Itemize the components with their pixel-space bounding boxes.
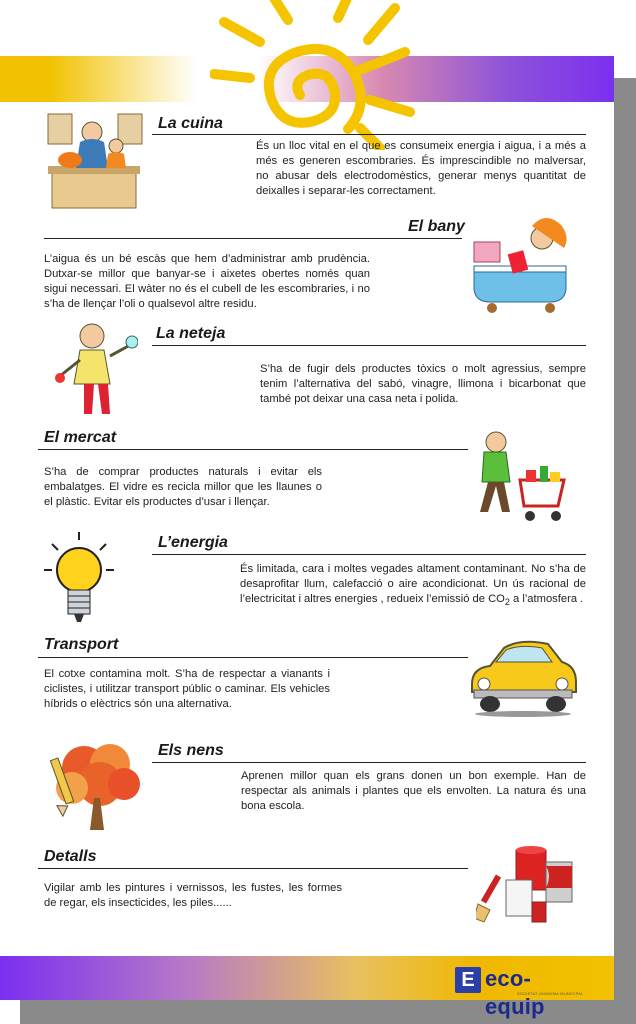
section-rule (152, 554, 586, 555)
section-title: Detalls (44, 848, 97, 865)
section-rule (152, 134, 586, 135)
section-title: L’energia (158, 534, 228, 551)
section-text: L’aigua és un bé escàs que hem d’administrar amb prudència. Dutxar-se millor que banyar-se i aixetes obertes només quan sigui necessari. El wàter no és el cubell de les escombraries, i no s’ha de llençar l’oli o qualsevol altre residu. (44, 253, 370, 310)
brand-tagline: SOCIETAT ANÒNIMA MUNICIPAL (517, 991, 584, 996)
section-title: El mercat (44, 429, 117, 446)
paint-cans-brush-illustration (476, 846, 580, 926)
section-rule (44, 238, 462, 239)
section-text: És limitada, cara i moltes vegades altament contaminant. No s’ha de desaprofitar llum, calefacció o aire acondicionat. Un ús racional de l’electricitat i altres energies , redueix l’emissió de $CO_2$ a l’atmosfera . (240, 563, 586, 608)
eco-equip-logo (455, 965, 585, 1019)
section-title: La neteja (156, 325, 226, 342)
section-rule (38, 868, 468, 869)
section-text: El cotxe contamina molt. S’ha de respectar a vianants i ciclistes, i utilitzar transport públic o caminar. Els vehicles híbrids o elèctrics són una alternativa. (44, 668, 330, 710)
yellow-car-illustration (466, 638, 580, 718)
section-title: Transport (44, 636, 119, 653)
page-shadow-right (614, 78, 636, 1024)
bathtub-woman-illustration (470, 212, 580, 316)
section-text: S’ha de comprar productes naturals i evitar els embalatges. El vidre es recicla millor que les llaunes o el plàstic. Evitar els productes d’usar i llençar. (44, 466, 322, 508)
section-title: El bany (408, 218, 465, 235)
cleaning-man-illustration (52, 320, 138, 420)
section-text: S’ha de fugir dels productes tòxics o molt agressius, sempre tenim l’alternativa del sabó, vinagre, llimona i bicarbonat que també pot deixar una casa neta i polida. (260, 363, 586, 405)
eco-equip-logo-mark: E (455, 967, 481, 993)
kitchen-family-illustration (44, 112, 144, 210)
section-text: És un lloc vital en el que es consumeix energia i aigua, i a més a més es generen escombraries. És imprescindible no malversar, no abusar dels electrodomèstics, generar menys quantitat de deixalles i separar-les correctament. (256, 140, 586, 197)
brand-name: eco-equip (485, 966, 545, 1019)
section-rule (38, 657, 468, 658)
section-rule (152, 345, 586, 346)
sun-icon (210, 0, 420, 150)
section-rule (152, 762, 586, 763)
tree-pencil-illustration (44, 738, 148, 832)
section-text: Vigilar amb les pintures i vernissos, les fustes, les formes de regar, els insecticides, les piles...... (44, 882, 342, 909)
section-title: La cuina (158, 115, 223, 132)
section-text: Aprenen millor quan els grans donen un bon exemple. Han de respectar als animals i plantes que els envolten. La natura és una bona escola. (241, 770, 586, 812)
section-title: Els nens (158, 742, 224, 759)
section-rule (38, 449, 468, 450)
shopping-cart-man-illustration (474, 428, 578, 526)
light-bulb-illustration (44, 530, 114, 626)
